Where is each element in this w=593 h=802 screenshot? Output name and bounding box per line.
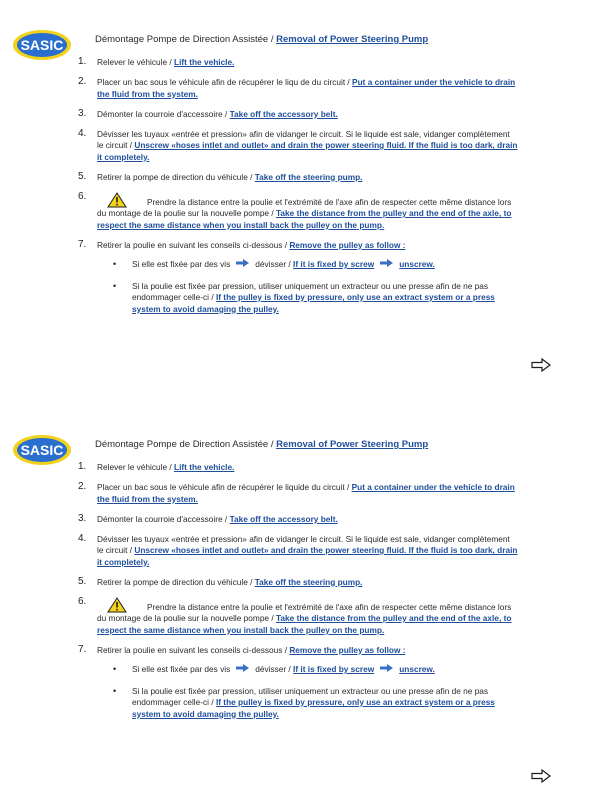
pulley-options-list — [97, 664, 518, 720]
step-5 — [78, 172, 518, 184]
bullet-text-en: unscrew. — [399, 259, 435, 269]
step-text-en: Lift the vehicle. — [174, 462, 235, 472]
step-text-fr: Prendre la distance entre la poulie et l'extrémité de l'axe afin de respecter cette même distance lors du montage de la poulie sur la nouvelle pompe / — [97, 196, 512, 218]
logo-text: SASIC — [20, 37, 64, 53]
pulley-options-list — [97, 259, 518, 315]
bullet-text-fr: Si elle est fixée par des vis — [132, 664, 231, 674]
step-1 — [78, 57, 518, 69]
step-number: 3. — [78, 107, 87, 119]
step-4 — [78, 534, 518, 569]
title-fr: Démontage Pompe de Direction Assistée / — [95, 34, 277, 45]
step-text-fr: Retirer la poulie en suivant les conseils ci-dessous / — [97, 239, 290, 250]
step-number: 5. — [78, 575, 87, 587]
warning-triangle-icon — [107, 597, 143, 613]
instruction-sheet-top — [0, 0, 593, 397]
step-text-fr: Relever le véhicule / — [97, 462, 175, 472]
step-text-fr: Démonter la courroie d'accessoire / — [97, 513, 230, 524]
warning-triangle-icon — [107, 192, 143, 208]
step-2 — [78, 482, 518, 505]
title-en: Removal of Power Steering Pump — [276, 439, 429, 450]
bullet-text-en: If the pulley is fixed by pressure, only use an extract system or a press system to avoid damaging the pulley. — [132, 697, 495, 719]
bullet-text-fr: Si la poulie est fixée par pression, utiliser uniquement un extracteur ou une presse afin de ne pas endommager celle-ci / — [132, 280, 489, 302]
step-text-fr: Prendre la distance entre la poulie et l'extrémité de l'axe afin de respecter cette même distance lors du montage de la poulie sur la nouvelle pompe / — [97, 601, 512, 623]
arrow-right-icon — [380, 664, 393, 672]
step-7 — [78, 240, 518, 316]
step-number: 4. — [78, 127, 87, 139]
step-4 — [78, 129, 518, 164]
step-number: 3. — [78, 512, 87, 524]
step-number: 7. — [78, 643, 87, 655]
step-number: 2. — [78, 481, 87, 492]
page-title — [95, 439, 428, 450]
bullet-text-fr: dévisser / — [255, 664, 294, 674]
step-number: 4. — [78, 532, 87, 544]
sasic-logo — [12, 433, 72, 467]
logo-text: SASIC — [20, 442, 64, 458]
step-number: 2. — [78, 76, 87, 87]
step-text-en: Take off the steering pump. — [254, 171, 363, 182]
step-text-en: Take the distance from the pulley and the end of the axle, to respect the same distance when you install back the pulley on the pump. — [97, 208, 512, 230]
title-en: Removal of Power Steering Pump — [276, 34, 429, 45]
step-text-en: Take the distance from the pulley and the end of the axle, to respect the same distance when you install back the pulley on the pump. — [97, 613, 512, 635]
step-text-en: Unscrew «hoses intlet and outlet» and drain the power steering fluid. If the fluid is too dark, drain it completely. — [97, 545, 518, 567]
step-text-en: Take off the accessory belt. — [229, 108, 338, 119]
step-text-fr: Relever le véhicule / — [97, 57, 175, 67]
next-page-arrow-icon — [531, 358, 551, 372]
arrow-right-icon — [236, 259, 249, 267]
step-1 — [78, 462, 518, 474]
bullet-screw — [97, 664, 518, 676]
step-text-fr: Retirer la poulie en suivant les conseils ci-dessous / — [97, 644, 290, 655]
sasic-logo — [12, 28, 72, 62]
next-page-arrow-icon — [531, 769, 551, 783]
bullet-dot: • — [113, 259, 117, 269]
bullet-dot: • — [113, 664, 117, 674]
page-title — [95, 34, 428, 45]
step-text-fr: Dévisser les tuyaux «entrée et pression» afin de vidanger le circuit. Si le liquide est sale, vidanger complètement le circuit / — [97, 533, 510, 555]
step-number: 1. — [78, 461, 87, 472]
steps-list — [78, 57, 518, 325]
step-text-fr: Placer un bac sous le véhicule afin de récupérer le liqu de du circuit / — [97, 77, 353, 87]
step-text-fr: Démonter la courroie d'accessoire / — [97, 108, 230, 119]
bullet-screw — [97, 259, 518, 271]
step-text-en: Remove the pulley as follow : — [289, 239, 406, 250]
step-3 — [78, 514, 518, 526]
bullet-text-en: If the pulley is fixed by pressure, only use an extract system or a press system to avoid damaging the pulley. — [132, 292, 495, 314]
step-number: 6. — [78, 595, 87, 607]
step-3 — [78, 109, 518, 121]
step-text-fr: Retirer la pompe de direction du véhicule / — [97, 171, 255, 182]
bullet-text-fr: dévisser / — [255, 259, 294, 269]
bullet-pressure — [97, 281, 518, 316]
step-text-en: Take off the steering pump. — [254, 576, 363, 587]
bullet-text-en: unscrew. — [399, 664, 435, 674]
step-text-fr: Dévisser les tuyaux «entrée et pression» afin de vidanger le circuit. Si le liquide est sale, vidanger complètement le circuit / — [97, 128, 510, 150]
bullet-text-en: If it is fixed by screw — [293, 664, 375, 674]
step-text-en: Remove the pulley as follow : — [289, 644, 406, 655]
step-5 — [78, 577, 518, 589]
arrow-right-icon — [380, 259, 393, 267]
step-text-en: Take off the accessory belt. — [229, 513, 338, 524]
bullet-text-en: If it is fixed by screw — [293, 259, 375, 269]
step-number: 1. — [78, 56, 87, 67]
step-text-fr: Retirer la pompe de direction du véhicule / — [97, 576, 255, 587]
title-fr: Démontage Pompe de Direction Assistée / — [95, 439, 277, 450]
step-text-en: Put a container under the vehicle to drain the fluid from the system. — [97, 77, 516, 99]
bullet-text-fr: Si la poulie est fixée par pression, utiliser uniquement un extracteur ou une presse afin de ne pas endommager celle-ci / — [132, 685, 489, 707]
bullet-pressure — [97, 686, 518, 721]
step-number: 6. — [78, 190, 87, 202]
bullet-dot: • — [113, 685, 117, 696]
step-text-fr: Placer un bac sous le véhicule afin de récupérer le liquide du circuit / — [97, 482, 352, 492]
step-6 — [78, 192, 518, 232]
steps-list — [78, 462, 518, 730]
arrow-right-icon — [236, 664, 249, 672]
step-number: 5. — [78, 170, 87, 182]
bullet-dot: • — [113, 280, 117, 291]
step-text-en: Lift the vehicle. — [174, 57, 235, 67]
step-6 — [78, 597, 518, 637]
step-number: 7. — [78, 238, 87, 250]
step-text-en: Put a container under the vehicle to drain the fluid from the system. — [97, 482, 515, 504]
step-2 — [78, 77, 518, 100]
instruction-sheet-bottom — [0, 405, 593, 802]
bullet-text-fr: Si elle est fixée par des vis — [132, 259, 231, 269]
step-text-en: Unscrew «hoses intlet and outlet» and drain the power steering fluid. If the fluid is too dark, drain it completely. — [97, 140, 518, 162]
step-7 — [78, 645, 518, 721]
